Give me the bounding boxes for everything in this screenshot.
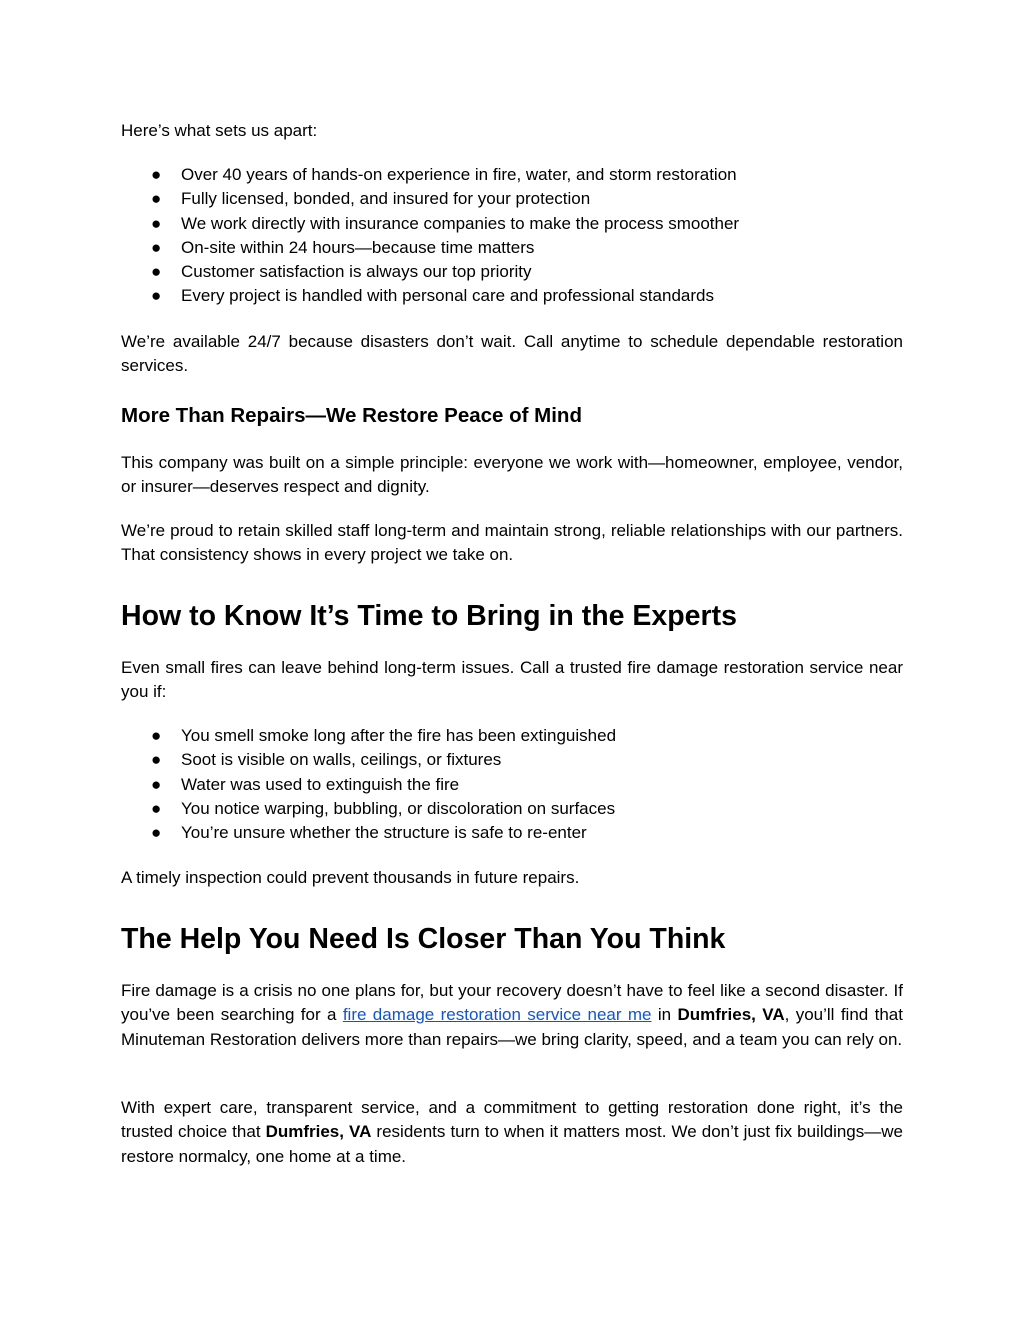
bullet-icon: ● xyxy=(151,237,162,257)
list-item: ● Every project is handled with personal care and professional standards xyxy=(121,284,903,308)
principle-paragraph: This company was built on a simple principle: everyone we work with—homeowner, employee, vendor, or insurer—deserves respect and dignity. xyxy=(121,453,903,497)
bullet-icon: ● xyxy=(151,286,162,306)
expert-care-paragraph: With expert care, transparent service, and a commitment to getting restoration done right, it’s the trusted choice that Dumfries, VA residents turn to when it matters most. We don’t just fix buildings—we restore normalcy, one home at a time. xyxy=(121,1098,903,1166)
section-heading-experts: How to Know It’s Time to Bring in the Experts xyxy=(121,600,737,632)
inspection-paragraph: A timely inspection could prevent thousands in future repairs. xyxy=(121,868,580,887)
list-item: ● On-site within 24 hours—because time matters xyxy=(121,236,903,260)
features-list xyxy=(121,163,903,309)
location-bold: Dumfries, VA xyxy=(677,1005,785,1025)
list-item: ● Over 40 years of hands-on experience in fire, water, and storm restoration xyxy=(121,163,903,187)
fire-damage-restoration-link[interactable]: fire damage restoration service near me xyxy=(342,1005,652,1025)
bullet-icon: ● xyxy=(151,798,162,818)
list-item: ● We work directly with insurance companies to make the process smoother xyxy=(121,212,903,236)
warning-intro-paragraph: Even small fires can leave behind long-term issues. Call a trusted fire damage restoration service near you if: xyxy=(121,658,903,702)
section-heading-peace: More Than Repairs—We Restore Peace of Mind xyxy=(121,404,582,427)
bullet-icon: ● xyxy=(151,189,162,209)
bullet-icon: ● xyxy=(151,726,162,745)
section-heading-help: The Help You Need Is Closer Than You Think xyxy=(121,923,726,955)
intro-text: Here’s what sets us apart: xyxy=(121,121,318,140)
list-item: ● You’re unsure whether the structure is safe to re-enter xyxy=(121,821,903,845)
list-item: ● You notice warping, bubbling, or discoloration on surfaces xyxy=(121,797,903,821)
list-item: ● Soot is visible on walls, ceilings, or fixtures xyxy=(121,748,903,772)
warning-signs-list xyxy=(121,724,903,845)
fire-damage-paragraph: Fire damage is a crisis no one plans for, but your recovery doesn’t have to feel like a second disaster. If you’ve been searching for a fire damage restoration service near me in Dumfries, VA, you’ll find that Minuteman Restoration delivers more than repairs—we bring clarity, speed, and a team you can rely on. xyxy=(121,981,903,1049)
bullet-icon: ● xyxy=(151,165,162,184)
list-item: ● You smell smoke long after the fire has been extinguished xyxy=(121,724,903,748)
staff-paragraph: We’re proud to retain skilled staff long-term and maintain strong, reliable relationships with our partners. That consistency shows in every project we take on. xyxy=(121,521,903,565)
location-bold: Dumfries, VA xyxy=(265,1122,372,1142)
bullet-icon: ● xyxy=(151,774,162,794)
list-item: ● Water was used to extinguish the fire xyxy=(121,773,903,797)
bullet-icon: ● xyxy=(151,823,162,843)
list-item: ● Customer satisfaction is always our top priority xyxy=(121,260,903,284)
list-item: ● Fully licensed, bonded, and insured for your protection xyxy=(121,187,903,211)
availability-paragraph: We’re available 24/7 because disasters don’t wait. Call anytime to schedule dependable restoration services. xyxy=(121,332,903,376)
bullet-icon: ● xyxy=(151,213,162,233)
bullet-icon: ● xyxy=(151,750,162,770)
bullet-icon: ● xyxy=(151,262,162,282)
